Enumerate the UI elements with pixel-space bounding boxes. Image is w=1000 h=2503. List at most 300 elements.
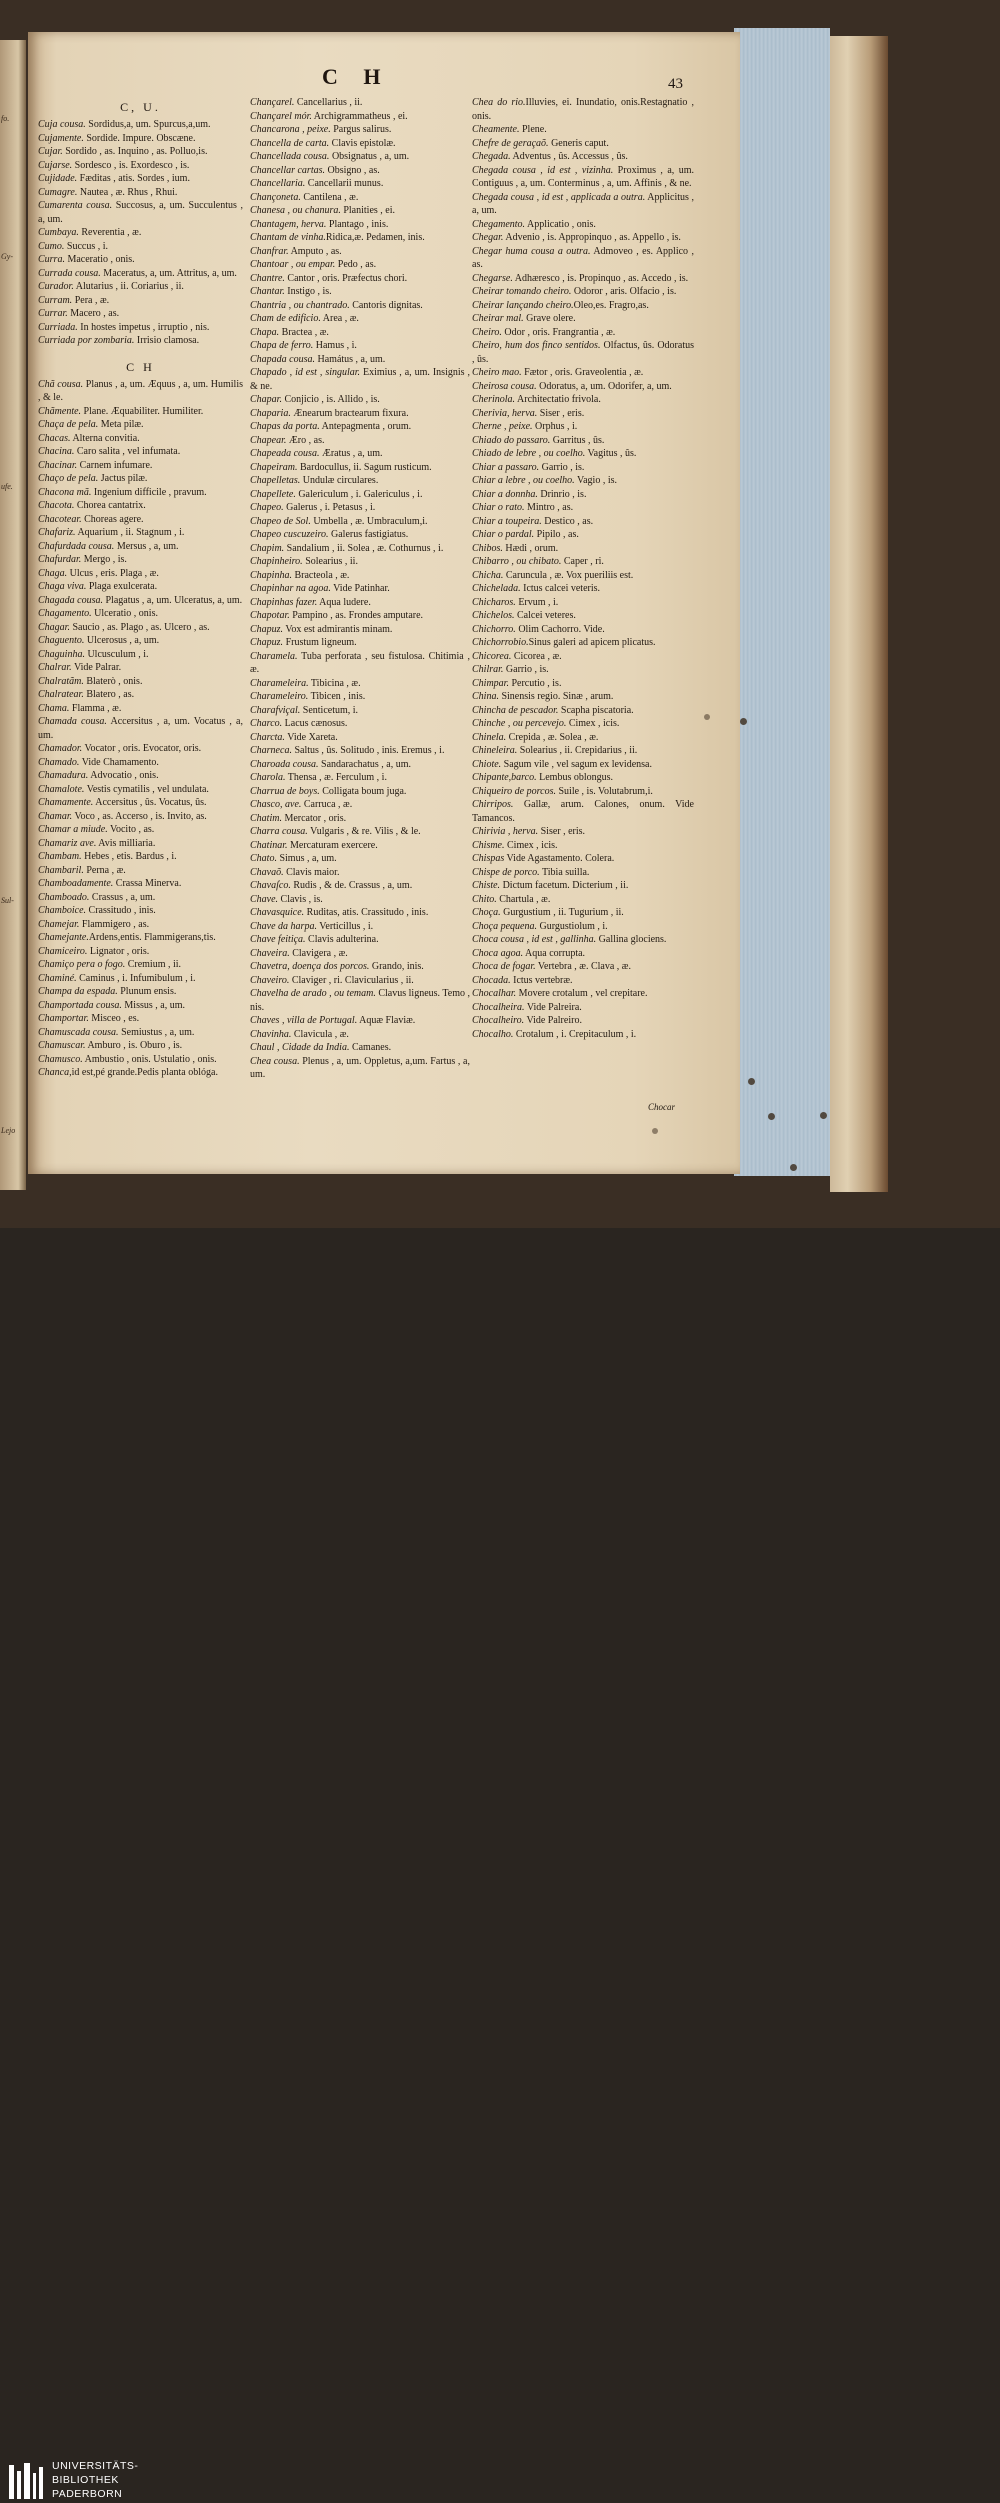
dictionary-entry	[250, 650, 470, 677]
entry-headword: Chaminé.	[38, 972, 77, 984]
entry-definition: Sandalium , ii. Solea , æ. Cothurnus , i.	[284, 542, 444, 554]
dictionary-entry	[472, 123, 694, 137]
entry-headword: Chave feitiça.	[250, 934, 306, 945]
entry-headword: Cheirar tomando cheiro.	[472, 286, 572, 297]
dictionary-entry	[38, 904, 243, 918]
dictionary-entry	[38, 172, 243, 186]
entry-definition: Cancellarius , ii.	[294, 97, 363, 108]
dictionary-entry	[38, 918, 243, 932]
entry-headword: Curra.	[38, 254, 65, 265]
entry-definition: Blaterò , onis.	[83, 675, 143, 687]
dictionary-entry	[472, 326, 694, 340]
dictionary-entry	[472, 596, 694, 610]
entry-headword: Chafurdar.	[38, 554, 82, 565]
dictionary-entry	[472, 609, 694, 623]
entry-headword: Chegamento.	[472, 218, 526, 230]
entry-definition: Vide Agastamento. Colera.	[504, 853, 615, 864]
entry-definition: Illuvies, ei. Inundatio, onis.Restagnatio , onis.	[472, 97, 694, 122]
entry-definition: Tibia suilla.	[539, 866, 590, 878]
dictionary-entry	[250, 515, 470, 529]
dictionary-entry	[38, 199, 243, 226]
dictionary-entry	[250, 326, 470, 340]
entry-headword: Cumagre.	[38, 186, 78, 198]
entry-definition: Plaga exulcerata.	[86, 581, 158, 592]
entry-definition: Amburo , is. Oburo , is.	[85, 1040, 183, 1051]
entry-headword: Chapa de ferro.	[250, 340, 314, 351]
dictionary-entry	[250, 636, 470, 650]
dictionary-entry	[472, 380, 694, 394]
entry-headword: Cheirar mal.	[472, 313, 524, 324]
entry-headword: Cumarenta cousa.	[38, 200, 113, 211]
dictionary-entry	[38, 378, 243, 405]
entry-headword: Chispe de porco.	[472, 866, 540, 878]
dictionary-entry	[38, 159, 243, 173]
dictionary-entry	[472, 879, 694, 893]
entry-headword: Chancellaria.	[250, 178, 306, 189]
section-heading: C, U.	[120, 100, 161, 114]
entry-definition: Obsignatus , a, um.	[329, 151, 410, 162]
entry-definition: Caro salita , vel infumata.	[74, 446, 181, 457]
entry-definition: Clavis , is.	[278, 893, 323, 905]
entry-headword: Chiote.	[472, 758, 502, 770]
entry-headword: Chapinhas fazer.	[250, 596, 318, 608]
entry-definition: Lacus cænosus.	[282, 718, 348, 729]
entry-headword: Cherinola.	[472, 394, 516, 405]
entry-definition: Tuba perforata , seu fistulosa. Chitimia , æ.	[250, 650, 470, 675]
entry-headword: Chegar.	[472, 232, 504, 243]
logo-line: PADERBORN	[52, 2488, 123, 2500]
entry-headword: Chagar.	[38, 621, 70, 633]
entry-definition: Sinensis regio. Sinæ , arum.	[498, 691, 614, 702]
entry-definition: Clavicula , æ.	[291, 1028, 349, 1040]
entry-definition: Tibicen , inis.	[308, 691, 366, 702]
dictionary-entry	[472, 825, 694, 839]
entry-headword: Cheirosa cousa.	[472, 380, 537, 392]
entry-headword: Chegarse.	[472, 272, 513, 284]
dictionary-entry	[472, 717, 694, 731]
entry-headword: Chaveira.	[250, 947, 290, 959]
entry-definition: Architectatio frivola.	[515, 394, 601, 405]
entry-definition: Percutio , is.	[508, 677, 562, 689]
entry-headword: Chaveiro.	[250, 974, 290, 986]
entry-headword: Chamiceiro.	[38, 945, 88, 957]
entry-definition: Accersitus , a, um. Vocatus , a, um.	[38, 716, 243, 741]
entry-definition: Clavigera , æ.	[289, 947, 348, 959]
dictionary-entry	[38, 783, 243, 797]
entry-headword: Chamariz ave.	[38, 837, 97, 849]
entry-headword: Chanca,	[38, 1067, 72, 1078]
entry-definition: Cantilena , æ.	[300, 191, 359, 203]
entry-headword: Chamalote.	[38, 783, 85, 795]
entry-headword: Chã cousa.	[38, 378, 84, 390]
entry-headword: Chaparia.	[250, 407, 291, 419]
entry-headword: Chiar o pardal.	[472, 529, 535, 540]
dictionary-entry	[38, 240, 243, 254]
entry-headword: Chiste.	[472, 880, 501, 891]
entry-headword: Chicharos.	[472, 596, 516, 608]
dictionary-entry	[250, 569, 470, 583]
entry-definition: Semiustus , a, um.	[118, 1026, 195, 1038]
entry-definition: Garrio , is.	[539, 461, 585, 473]
entry-headword: Chinela.	[472, 731, 507, 743]
dictionary-entry	[38, 985, 243, 999]
entry-headword: Charneca.	[250, 745, 292, 756]
dictionary-entry	[38, 334, 243, 348]
entry-definition: Senticetum, i.	[300, 704, 359, 716]
entry-headword: Chea cousa.	[250, 1055, 300, 1067]
entry-definition: Flamma , æ.	[69, 702, 122, 714]
dictionary-entry	[472, 218, 694, 232]
entry-definition: Ictus calcei veteris.	[520, 583, 601, 594]
dictionary-entry	[472, 461, 694, 475]
entry-headword: Chincha de pescador.	[472, 704, 559, 716]
entry-headword: Chegada.	[472, 151, 511, 162]
entry-definition: id est,pé grande.Pedis planta oblóga.	[71, 1067, 218, 1078]
entry-definition: Advenio , is. Appropinquo , as. Appello , is.	[503, 232, 681, 243]
entry-definition: Caruncula , æ. Vox pueriliis est.	[503, 569, 634, 581]
entry-definition: Caminus , i. Infumibulum , i.	[76, 972, 196, 984]
dictionary-entry	[250, 947, 470, 961]
entry-definition: Vulgaris , & re. Vilis , & le.	[307, 826, 421, 837]
entry-definition: Simus , a, um.	[276, 853, 337, 864]
book-cover-edge	[830, 36, 888, 1192]
entry-definition: Planus , a, um. Æquus , a, um. Humilis , & le.	[38, 378, 243, 403]
dictionary-entry	[250, 285, 470, 299]
entry-definition: Plene.	[519, 124, 547, 135]
dictionary-entry	[250, 407, 470, 421]
dictionary-entry	[472, 704, 694, 718]
entry-headword: Chaço de pela.	[38, 473, 99, 484]
entry-headword: Champortar.	[38, 1013, 89, 1024]
entry-definition: Ardens,entis. Flammigerans,tis.	[88, 932, 216, 943]
entry-definition: In hostes impetus , irruptio , nis.	[77, 321, 210, 333]
entry-definition: Ruditas, atis. Crassitudo , inis.	[304, 907, 429, 918]
dictionary-entry	[38, 132, 243, 146]
entry-definition: Carnem infumare.	[77, 459, 153, 471]
dictionary-entry	[472, 785, 694, 799]
dictionary-entry	[250, 852, 470, 866]
entry-definition: Mercaturam exercere.	[287, 839, 378, 851]
dictionary-entry	[38, 810, 243, 824]
entry-headword: Chapelletas.	[250, 475, 301, 486]
dictionary-entry	[250, 420, 470, 434]
entry-definition: Grando, inis.	[369, 961, 424, 972]
entry-headword: Chancella de carta.	[250, 137, 330, 149]
dictionary-entry	[250, 150, 470, 164]
entry-headword: Chiado do passaro.	[472, 434, 551, 446]
entry-definition: Ulceratio , onis.	[91, 608, 158, 619]
dictionary-entry	[38, 1066, 243, 1080]
entry-definition: Orphus , i.	[532, 421, 578, 432]
dictionary-entry	[250, 137, 470, 151]
dictionary-entry	[38, 553, 243, 567]
dictionary-entry	[250, 123, 470, 137]
entry-headword: Chapinheiro.	[250, 556, 303, 567]
dictionary-entry	[472, 285, 694, 299]
entry-definition: Vocator , oris. Evocator, oris.	[82, 743, 202, 754]
entry-headword: Curriada.	[38, 321, 78, 333]
dictionary-entry	[38, 459, 243, 473]
entry-headword: Chavelha de arado , ou temam.	[250, 988, 376, 999]
entry-definition: Calcei veteres.	[514, 610, 576, 621]
entry-headword: Chapotar.	[250, 610, 290, 621]
entry-definition: Odoror , aris. Olfacio , is.	[571, 286, 677, 297]
entry-headword: Chama.	[38, 702, 70, 714]
dictionary-entry	[472, 650, 694, 664]
entry-definition: Ulcerosus , a, um.	[84, 635, 160, 646]
entry-definition: Movere crotalum , vel crepitare.	[516, 988, 648, 999]
page-number: 43	[668, 76, 683, 92]
dictionary-entry	[38, 607, 243, 621]
entry-headword: Chapeada cousa.	[250, 448, 320, 459]
dictionary-entry	[472, 555, 694, 569]
entry-definition: Jactus pilæ.	[98, 473, 148, 484]
entry-headword: Chaguento.	[38, 635, 85, 646]
entry-definition: Sordesco , is. Exordesco , is.	[72, 159, 190, 171]
entry-definition: Vocito , as.	[107, 824, 155, 835]
dictionary-entry	[472, 974, 694, 988]
entry-definition: Clavus ligneus. Temo , nis.	[250, 988, 470, 1013]
entry-definition: Sordido , as. Inquino , as. Polluo,is.	[62, 146, 208, 157]
dictionary-entry	[472, 164, 694, 191]
wormhole-mark	[704, 714, 710, 720]
dictionary-entry	[250, 204, 470, 218]
entry-definition: Sordide. Impure. Obscæne.	[83, 132, 196, 144]
dictionary-entry	[472, 407, 694, 421]
dictionary-entry	[38, 891, 243, 905]
entry-headword: Curram.	[38, 294, 73, 306]
entry-headword: Chamiço pera o fogo.	[38, 959, 126, 970]
entry-headword: Chançarel mór.	[250, 110, 312, 122]
dictionary-entry	[250, 717, 470, 731]
entry-headword: Chavasquice.	[250, 907, 305, 918]
entry-headword: Chafurdada cousa.	[38, 540, 115, 552]
dictionary-entry	[38, 972, 243, 986]
dictionary-entry	[38, 186, 243, 200]
entry-headword: Chapellete.	[250, 488, 296, 500]
dictionary-entry	[472, 528, 694, 542]
entry-headword: Chavetra, doença dos porcos.	[250, 961, 370, 972]
entry-definition: Clavis maior.	[283, 866, 340, 878]
dictionary-entry	[250, 339, 470, 353]
entry-headword: Cujarse.	[38, 159, 73, 171]
entry-definition: Proximus , a, um. Contiguus , a, um. Conterminus , a, um. Affinis , & ne.	[472, 164, 694, 189]
entry-headword: Charameleira.	[250, 677, 309, 689]
entry-headword: Chapeo de Sol.	[250, 515, 311, 527]
dictionary-entry	[250, 1014, 470, 1028]
dictionary-entry	[250, 231, 470, 245]
entry-headword: Chefre de geraçaõ.	[472, 137, 549, 149]
entry-definition: Blatero , as.	[83, 689, 135, 700]
dictionary-entry	[472, 231, 694, 245]
entry-headword: Cheiro.	[472, 326, 502, 338]
entry-definition: Cimex , icis.	[504, 839, 558, 851]
entry-headword: Chinche , ou percevejo.	[472, 718, 567, 729]
entry-definition: Applicatio , onis.	[525, 218, 596, 230]
entry-headword: Chichelos.	[472, 610, 515, 621]
entry-definition: Irrisio clamosa.	[134, 335, 200, 346]
entry-headword: Chavaſco.	[250, 880, 291, 891]
dictionary-entry	[472, 488, 694, 502]
entry-definition: Mercator , oris.	[281, 812, 347, 824]
dictionary-entry	[472, 245, 694, 272]
entry-headword: Charco.	[250, 718, 283, 729]
dictionary-entry	[472, 96, 694, 123]
dictionary-entry	[472, 960, 694, 974]
entry-headword: Charra cousa.	[250, 826, 308, 837]
entry-headword: Cheamente.	[472, 124, 520, 135]
entry-definition: Vide Xareta.	[284, 731, 338, 743]
left-page-fragment: Gy-	[1, 252, 13, 261]
dictionary-entry	[250, 258, 470, 272]
dictionary-entry	[472, 731, 694, 745]
dictionary-entry	[472, 677, 694, 691]
dictionary-entry	[250, 704, 470, 718]
dictionary-entry	[472, 893, 694, 907]
entry-definition: Applicitus , a, um.	[472, 191, 694, 216]
dictionary-entry	[38, 418, 243, 432]
entry-definition: Scapha piscatoria.	[558, 704, 634, 716]
dictionary-entry	[472, 542, 694, 556]
entry-definition: Maceratus, a, um. Attritus, a, um.	[100, 267, 237, 279]
dictionary-entry	[250, 839, 470, 853]
left-page-fragment: fo.	[1, 114, 10, 123]
entry-definition: Undulæ circulares.	[300, 475, 379, 486]
dictionary-entry	[250, 1055, 470, 1082]
dictionary-entry	[250, 906, 470, 920]
entry-headword: Chalrar.	[38, 662, 72, 673]
entry-definition: Caper , ri.	[561, 556, 604, 567]
entry-definition: Colligata boum juga.	[319, 785, 407, 797]
entry-headword: Charamela.	[250, 650, 298, 662]
entry-headword: Currada cousa.	[38, 267, 101, 279]
dictionary-entry	[38, 513, 243, 527]
entry-definition: Odor , oris. Frangrantia , æ.	[501, 326, 616, 338]
entry-definition: Crassus , a, um.	[89, 891, 156, 903]
entry-definition: Cicorea , æ.	[511, 650, 562, 662]
entry-definition: Gurgustiolum , i.	[537, 920, 608, 932]
entry-definition: Planities , ei.	[340, 205, 396, 216]
wormhole-mark	[652, 1128, 658, 1134]
entry-headword: Chamar.	[38, 810, 73, 822]
entry-definition: Hebes , etis. Bardus , i.	[81, 851, 177, 862]
dictionary-entry	[38, 294, 243, 308]
dictionary-entry	[38, 540, 243, 554]
entry-definition: Perna , æ.	[83, 864, 126, 876]
entry-definition: Galerus fastigiatus.	[328, 529, 409, 540]
entry-headword: Chapeiram.	[250, 461, 298, 473]
entry-headword: Choça.	[472, 907, 501, 918]
entry-headword: Chancarona , peixe.	[250, 124, 331, 135]
entry-definition: Destico , as.	[541, 515, 594, 527]
dictionary-entry	[38, 688, 243, 702]
entry-headword: Chapinhar na agoa.	[250, 583, 331, 594]
entry-headword: Chãmente.	[38, 405, 82, 417]
entry-definition: Cimex , icis.	[566, 718, 620, 729]
entry-definition: Clavis epistolæ.	[329, 137, 396, 149]
wormhole-mark	[820, 1112, 827, 1119]
entry-definition: Bardocullus, ii. Sagum rusticum.	[297, 461, 432, 473]
entry-definition: Vertebra , æ. Clava , æ.	[535, 961, 631, 972]
dictionary-entry	[250, 893, 470, 907]
left-page-fragment: Sul-	[1, 896, 14, 905]
dictionary-entry	[472, 420, 694, 434]
entry-headword: Chiado de lebre , ou coelho.	[472, 448, 586, 459]
dictionary-entry	[38, 1039, 243, 1053]
entry-headword: Charola.	[250, 772, 286, 783]
dictionary-entry	[38, 877, 243, 891]
dictionary-entry	[38, 621, 243, 635]
dictionary-entry	[250, 1028, 470, 1042]
entry-headword: Chapear.	[250, 434, 287, 446]
entry-headword: Charafviçal.	[250, 704, 301, 716]
entry-headword: Chantria , ou chantrado.	[250, 299, 350, 311]
dictionary-entry	[250, 488, 470, 502]
entry-headword: Chocalho.	[472, 1028, 514, 1040]
dictionary-entry	[250, 677, 470, 691]
entry-headword: Chatinar.	[250, 839, 288, 851]
dictionary-entry	[250, 447, 470, 461]
dictionary-entry	[250, 623, 470, 637]
entry-definition: Pedo , as.	[335, 259, 377, 270]
entry-headword: Chaves , villa de Portugal.	[250, 1015, 358, 1026]
entry-headword: Chegada cousa , id est , vizinha.	[472, 164, 614, 176]
dictionary-entry	[250, 960, 470, 974]
dictionary-entry	[250, 812, 470, 826]
entry-headword: Chacota.	[38, 500, 75, 511]
entry-definition: Gallæ, arum. Calones, onum. Vide Tamancos.	[472, 799, 694, 824]
entry-headword: Chocalheiro.	[472, 1015, 525, 1026]
entry-headword: Cham de edificio.	[250, 313, 321, 324]
entry-definition: Verticillus , i.	[316, 920, 374, 932]
entry-definition: Alutarius , ii. Coriarius , ii.	[73, 281, 184, 292]
dictionary-entry	[250, 272, 470, 286]
entry-headword: Chamejar.	[38, 918, 80, 930]
entry-definition: Avis milliaria.	[96, 837, 156, 849]
entry-headword: Chamboadamente.	[38, 878, 114, 889]
left-page-fragment: ufe.	[1, 482, 13, 491]
entry-definition: Cremium , ii.	[125, 959, 182, 970]
entry-definition: Fæditas , atis. Sordes , ium.	[77, 173, 190, 184]
entry-headword: Cherivia, herva.	[472, 407, 538, 419]
dictionary-entry	[38, 472, 243, 486]
entry-headword: Chancellar cartas.	[250, 164, 325, 176]
entry-headword: Chipante,barco.	[472, 772, 537, 783]
entry-definition: Eximius , a, um. Insignis , & ne.	[250, 367, 470, 392]
dictionary-entry	[250, 582, 470, 596]
entry-definition: Dictum facetum. Dicterium , ii.	[500, 880, 629, 891]
entry-headword: Chiqueiro de porcos.	[472, 785, 556, 797]
dictionary-entry	[38, 702, 243, 716]
entry-headword: Chirivia , herva.	[472, 826, 539, 837]
entry-definition: Olim Cachorro. Vide.	[515, 623, 605, 635]
dictionary-entry	[250, 164, 470, 178]
entry-headword: Charameleiro.	[250, 691, 309, 702]
entry-headword: Champa da espada.	[38, 986, 118, 997]
dictionary-entry	[472, 690, 694, 704]
dictionary-entry	[38, 267, 243, 281]
dictionary-entry	[472, 839, 694, 853]
dictionary-entry	[250, 866, 470, 880]
dictionary-entry	[250, 191, 470, 205]
entry-headword: Chapar.	[250, 394, 282, 405]
entry-headword: Chaça de pela.	[38, 419, 99, 430]
entry-definition: Plagatus , a, um. Ulceratus, a, um.	[103, 594, 243, 606]
logo-line: UNIVERSITÄTS-	[52, 2460, 139, 2472]
entry-definition: Claviger , ri. Clavicularius , ii.	[289, 974, 414, 986]
entry-headword: Chamejante.	[38, 932, 89, 943]
entry-headword: Chiar a donnha.	[472, 488, 538, 500]
